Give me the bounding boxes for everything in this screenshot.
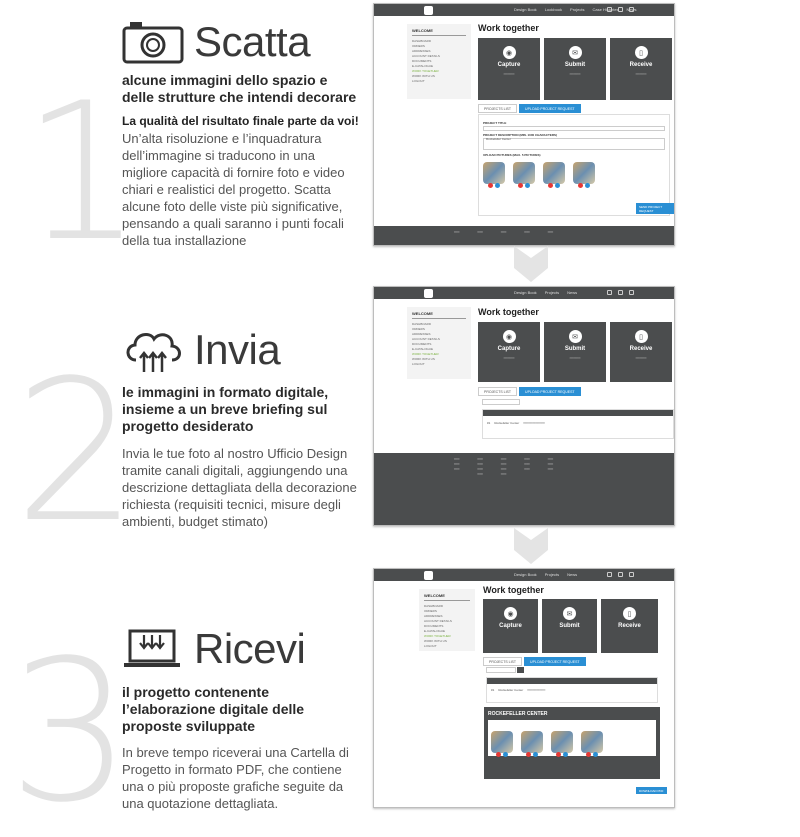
nav-item[interactable]: Projects xyxy=(544,572,560,577)
project-tabs xyxy=(483,657,586,666)
sidebar-item-active[interactable]: WORK TOGETHER xyxy=(424,634,451,638)
footer: ━━━ ━━━ ━━━ ━━━ ━━━ xyxy=(374,226,674,246)
step-body-3: In breve tempo riceverai una Cartella di Progetto in formato PDF, che contiene una o più proposte grafiche seguite da una quotazione dettagliata. xyxy=(122,745,349,811)
screenshot-upload-form xyxy=(373,3,675,246)
card-submit xyxy=(542,599,597,653)
chat-icon: ✉ xyxy=(569,330,582,343)
top-bar xyxy=(374,287,674,299)
table-row[interactable]: #1 Rockefeller Center ━━━━━━━━━━ xyxy=(491,688,546,692)
sidebar-item[interactable]: DASHBOARD xyxy=(424,604,444,608)
tab-upload-request[interactable]: UPLOAD PROJECT REQUEST xyxy=(519,104,581,113)
cloud-upload-icon xyxy=(122,326,184,374)
tab-projects-list[interactable]: PROJECTS LIST xyxy=(483,657,522,666)
step-heading-2 xyxy=(122,326,280,374)
sidebar-item[interactable]: LOGOUT xyxy=(412,79,425,83)
card-capture xyxy=(478,38,540,100)
chevron-down-icon xyxy=(508,528,554,568)
nav-item[interactable]: Lookbook xyxy=(544,7,563,12)
sidebar-item[interactable]: WORK WITH US xyxy=(424,639,447,643)
card-receive xyxy=(610,38,672,100)
result-title: ROCKEFELLER CENTER xyxy=(488,711,548,717)
chat-icon: ✉ xyxy=(569,46,582,59)
send-request-button[interactable]: SEND PROJECT REQUEST xyxy=(636,203,674,214)
sidebar-heading: WELCOME xyxy=(424,593,470,601)
sidebar-item[interactable]: ORDERS xyxy=(424,609,437,613)
sidebar-item[interactable]: DASHBOARD xyxy=(412,322,432,326)
sidebar-item-active[interactable]: WORK TOGETHER xyxy=(412,352,439,356)
card-title: Receive xyxy=(629,346,653,352)
step-number-1: 1 xyxy=(22,62,143,283)
nav-item[interactable]: News xyxy=(567,572,578,577)
card-receive xyxy=(601,599,658,653)
card-title: Receive xyxy=(618,623,641,629)
search-input[interactable] xyxy=(486,667,516,673)
thumbnail[interactable] xyxy=(483,162,505,184)
search-icon[interactable] xyxy=(629,7,634,12)
card-title: Submit xyxy=(564,346,586,352)
nav-item[interactable]: Case Histories xyxy=(592,7,619,12)
sidebar-item[interactable]: DOCUMENTS xyxy=(412,59,432,63)
page-title: Work together xyxy=(478,307,539,317)
thumbnail[interactable] xyxy=(491,731,513,753)
title-input-value: Rockefeller Center xyxy=(486,137,511,141)
chevron-down-icon xyxy=(508,246,554,286)
account-sidebar xyxy=(407,307,471,379)
laptop-download-icon xyxy=(122,625,184,673)
cart-icon[interactable] xyxy=(618,290,623,295)
thumbnail[interactable] xyxy=(513,162,535,184)
thumbnail[interactable] xyxy=(543,162,565,184)
projects-table xyxy=(486,677,658,703)
sidebar-item[interactable]: ACCOUNT DETAILS xyxy=(424,619,452,623)
nav-item[interactable]: Design Book xyxy=(514,572,537,577)
sidebar-item[interactable]: ADDRESSES xyxy=(424,614,443,618)
thumbnail[interactable] xyxy=(581,731,603,753)
nav-item[interactable]: News xyxy=(567,290,578,295)
screenshot-projects-list xyxy=(373,286,675,526)
search-icon[interactable] xyxy=(629,572,634,577)
step-title-3: Ricevi xyxy=(194,625,306,672)
sidebar-item[interactable]: E-CATALOGUE xyxy=(412,64,434,68)
logo xyxy=(424,289,433,298)
top-bar xyxy=(374,569,674,581)
thumbnail[interactable] xyxy=(573,162,595,184)
field-label: UPLOAD PICTURES (MAX. 5 PICTURES) xyxy=(483,153,541,157)
card-text: ━━━━━━ xyxy=(503,356,515,360)
account-sidebar xyxy=(419,589,475,651)
step-subtitle-1: alcune immagini dello spazio e delle strutture che intendi decorare xyxy=(122,72,357,105)
step-subtitle-3: il progetto contenente l’elaborazione digitale delle proposte sviluppate xyxy=(122,684,305,734)
sidebar-item[interactable]: ADDRESSES xyxy=(412,332,431,336)
cart-icon[interactable] xyxy=(618,572,623,577)
logo xyxy=(424,571,433,580)
tab-upload-request[interactable]: UPLOAD PROJECT REQUEST xyxy=(519,387,581,396)
project-result-panel xyxy=(484,707,660,779)
result-images xyxy=(488,720,656,756)
sidebar-item[interactable]: DOCUMENTS xyxy=(424,624,444,628)
tab-upload-request[interactable]: UPLOAD PROJECT REQUEST xyxy=(524,657,586,666)
step-subtitle-2: le immagini in formato digitale, insieme a un breve briefing sul progetto desiderato xyxy=(122,384,329,434)
tab-projects-list[interactable]: PROJECTS LIST xyxy=(478,104,517,113)
user-icon[interactable] xyxy=(607,290,612,295)
top-bar xyxy=(374,4,674,16)
card-title: Submit xyxy=(564,62,586,68)
card-title: Submit xyxy=(559,623,580,629)
tab-projects-list[interactable]: PROJECTS LIST xyxy=(478,387,517,396)
sidebar-heading: WELCOME xyxy=(412,28,466,36)
step-text-1 xyxy=(122,113,362,249)
camera-icon: ◉ xyxy=(503,330,516,343)
card-submit xyxy=(544,38,606,100)
sidebar-item[interactable]: ACCOUNT DETAILS xyxy=(412,54,440,58)
step-body-1: Un’alta risoluzione e l’inquadratura dell’immagine si traducono in una migliore capacità di fornire foto e video chiari e realistici del progetto. Scatta alcune foto delle viste più significative, pensando a quali saranno i punti focali della tua installazione xyxy=(122,131,345,248)
thumbnail[interactable] xyxy=(551,731,573,753)
footer: ━━━ ━━━ ━━━ ━━━ ━━━ ━━━ ━━━ ━━━ ━━━ ━━━ ━━━ ━━━ ━━━ ━━━ ━━━ ━━━ ━━━ xyxy=(374,453,674,526)
search-button[interactable] xyxy=(517,667,524,673)
sidebar-item[interactable]: E-CATALOGUE xyxy=(412,347,434,351)
sidebar-item[interactable]: ORDERS xyxy=(412,44,425,48)
sidebar-item[interactable]: WORK WITH US xyxy=(412,74,435,78)
projects-table xyxy=(482,409,674,439)
card-text: ━━━━━━ xyxy=(635,356,647,360)
download-pdf-button[interactable]: DOWNLOAD PDF xyxy=(636,787,667,794)
table-row[interactable]: #1 Rockefeller Center ━━━━━━━━━━━━ xyxy=(487,421,545,425)
sidebar-item[interactable]: ORDERS xyxy=(412,327,425,331)
nav-item[interactable]: Design Book xyxy=(514,7,537,12)
user-icon[interactable] xyxy=(607,572,612,577)
nav-item[interactable]: News xyxy=(626,7,637,12)
upload-form xyxy=(478,114,670,216)
table-cell-title: Rockefeller Center xyxy=(494,421,520,425)
camera-icon: ◉ xyxy=(504,607,517,620)
sidebar-item[interactable]: WORK WITH US xyxy=(412,357,435,361)
step-lead-1: La qualità del risultato finale parte da voi! xyxy=(122,114,359,128)
page-title: Work together xyxy=(478,23,539,33)
sidebar-item[interactable]: E-CATALOGUE xyxy=(424,629,446,633)
cart-icon[interactable] xyxy=(618,7,623,12)
phone-icon: ▯ xyxy=(635,330,648,343)
card-title: Capture xyxy=(499,623,522,629)
sidebar-item[interactable]: LOGOUT xyxy=(412,362,425,366)
sidebar-item[interactable]: DOCUMENTS xyxy=(412,342,432,346)
account-sidebar xyxy=(407,24,471,99)
card-text: ━━━━━━ xyxy=(503,72,515,76)
card-capture xyxy=(478,322,540,382)
step-title-1: Scatta xyxy=(194,18,311,65)
sidebar-item[interactable]: ACCOUNT DETAILS xyxy=(412,337,440,341)
search-input[interactable] xyxy=(482,399,520,405)
logo xyxy=(424,6,433,15)
step-title-2: Invia xyxy=(194,326,281,373)
project-tabs xyxy=(478,387,581,396)
field-label: PROJECT TITLE xyxy=(483,121,507,125)
card-text: ━━━━━━ xyxy=(569,72,581,76)
step-heading-3 xyxy=(122,625,305,673)
screenshot-project-result xyxy=(373,568,675,808)
project-tabs xyxy=(478,104,581,113)
sidebar-item-active[interactable]: WORK TOGETHER xyxy=(412,69,439,73)
nav-item[interactable]: Projects xyxy=(570,7,585,12)
sidebar-item[interactable]: LOGOUT xyxy=(424,644,437,648)
field-label: PROJECT DESCRIPTION (MIN. 1000 CHARACTERS) xyxy=(483,133,558,137)
sidebar-heading: WELCOME xyxy=(412,311,466,319)
step-heading-1 xyxy=(122,18,310,66)
card-receive xyxy=(610,322,672,382)
nav-item[interactable]: Design Book xyxy=(514,290,537,295)
card-title: Capture xyxy=(497,62,521,68)
step-number-3: 3 xyxy=(8,618,133,837)
camera-icon xyxy=(122,18,184,66)
card-title: Capture xyxy=(497,346,521,352)
page-title: Work together xyxy=(483,585,544,595)
step-body-2: Invia le tue foto al nostro Ufficio Design tramite canali digitali, aggiungendo una descrizione dettagliata della decorazione richiesta (requisiti tecnici, misure degli ambienti, budget stimato) xyxy=(122,446,357,529)
chat-icon: ✉ xyxy=(563,607,576,620)
sidebar-item[interactable]: ADDRESSES xyxy=(412,49,431,53)
card-title: Receive xyxy=(629,62,653,68)
phone-icon: ▯ xyxy=(635,46,648,59)
step-number-2: 2 xyxy=(14,338,139,565)
sidebar-item[interactable]: DASHBOARD xyxy=(412,39,432,43)
table-cell-title: Rockefeller Center xyxy=(498,688,524,692)
thumbnail[interactable] xyxy=(521,731,543,753)
image-thumbnails xyxy=(483,162,665,184)
card-text: ━━━━━━ xyxy=(635,72,647,76)
card-submit xyxy=(544,322,606,382)
nav-item[interactable]: Projects xyxy=(544,290,560,295)
card-capture xyxy=(483,599,538,653)
camera-icon: ◉ xyxy=(503,46,516,59)
search-icon[interactable] xyxy=(629,290,634,295)
user-icon[interactable] xyxy=(607,7,612,12)
phone-icon: ▯ xyxy=(623,607,636,620)
card-text: ━━━━━━ xyxy=(569,356,581,360)
